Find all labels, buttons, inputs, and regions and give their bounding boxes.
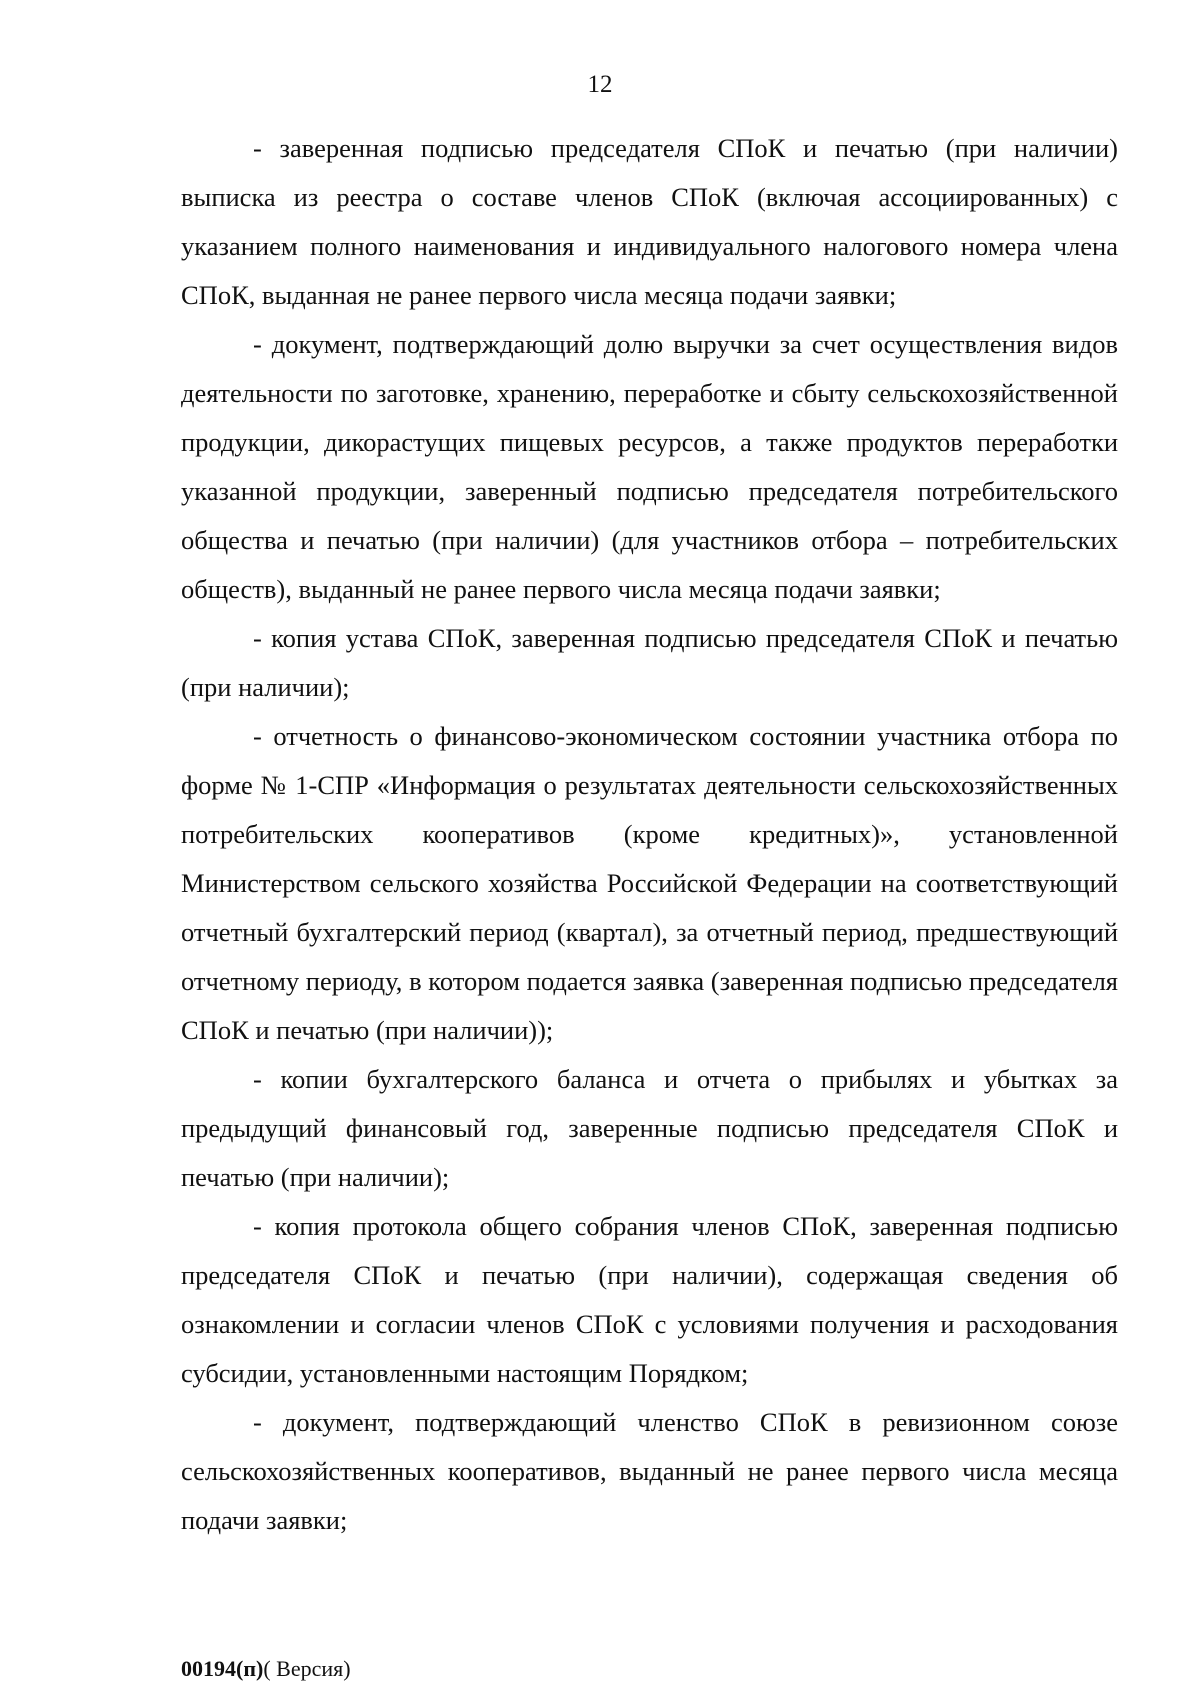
document-body xyxy=(181,124,1118,1545)
paragraph-charter-copy: - копия устава СПоК, заверенная подписью председателя СПоК и печатью (при наличии); xyxy=(181,623,1118,702)
paragraph-revenue-share: - документ, подтверждающий долю выручки за счет осуществления видов деятельности по заготовке, хранению, переработке и сбыту сельскохозяйственной продукции, дикорастущих пищевых ресурсов, а также продуктов переработки указанной продукции, заверенный подписью председателя потребительского общества и печатью (при наличии) (для участников отбора – потребительских обществ), выданный не ранее первого числа месяца подачи заявки; xyxy=(181,329,1118,604)
page-number: 12 xyxy=(587,71,613,98)
footer-code: 00194(п) xyxy=(181,1656,264,1681)
paragraph-audit-union: - документ, подтверждающий членство СПоК в ревизионном союзе сельскохозяйственных кооперативов, выданный не ранее первого числа месяца подачи заявки; xyxy=(181,1407,1118,1535)
footer-version: ( Версия) xyxy=(263,1656,351,1681)
paragraph-balance-sheet: - копии бухгалтерского баланса и отчета о прибылях и убытках за предыдущий финансовый год, заверенные подписью председателя СПоК и печатью (при наличии); xyxy=(181,1064,1118,1192)
paragraph-financial-report: - отчетность о финансово-экономическом состоянии участника отбора по форме № 1-СПР «Информация о результатах деятельности сельскохозяйственных потребительских кооперативов (кроме кредитных)», установленной Министерством сельского хозяйства Российской Федерации на соответствующий отчетный бухгалтерский период (квартал), за отчетный период, предшествующий отчетному периоду, в котором подается заявка (заверенная подписью председателя СПоК и печатью (при наличии)); xyxy=(181,721,1118,1045)
footer xyxy=(181,1658,351,1680)
paragraph-meeting-protocol: - копия протокола общего собрания членов СПоК, заверенная подписью председателя СПоК и печатью (при наличии), содержащая сведения об ознакомлении и согласии членов СПоК с условиями получения и расходования субсидии, установленными настоящим Порядком; xyxy=(181,1211,1118,1388)
paragraph-registry-extract: - заверенная подписью председателя СПоК и печатью (при наличии) выписка из реестра о составе членов СПоК (включая ассоциированных) с указанием полного наименования и индивидуального налогового номера члена СПоК, выданная не ранее первого числа месяца подачи заявки; xyxy=(181,133,1118,310)
